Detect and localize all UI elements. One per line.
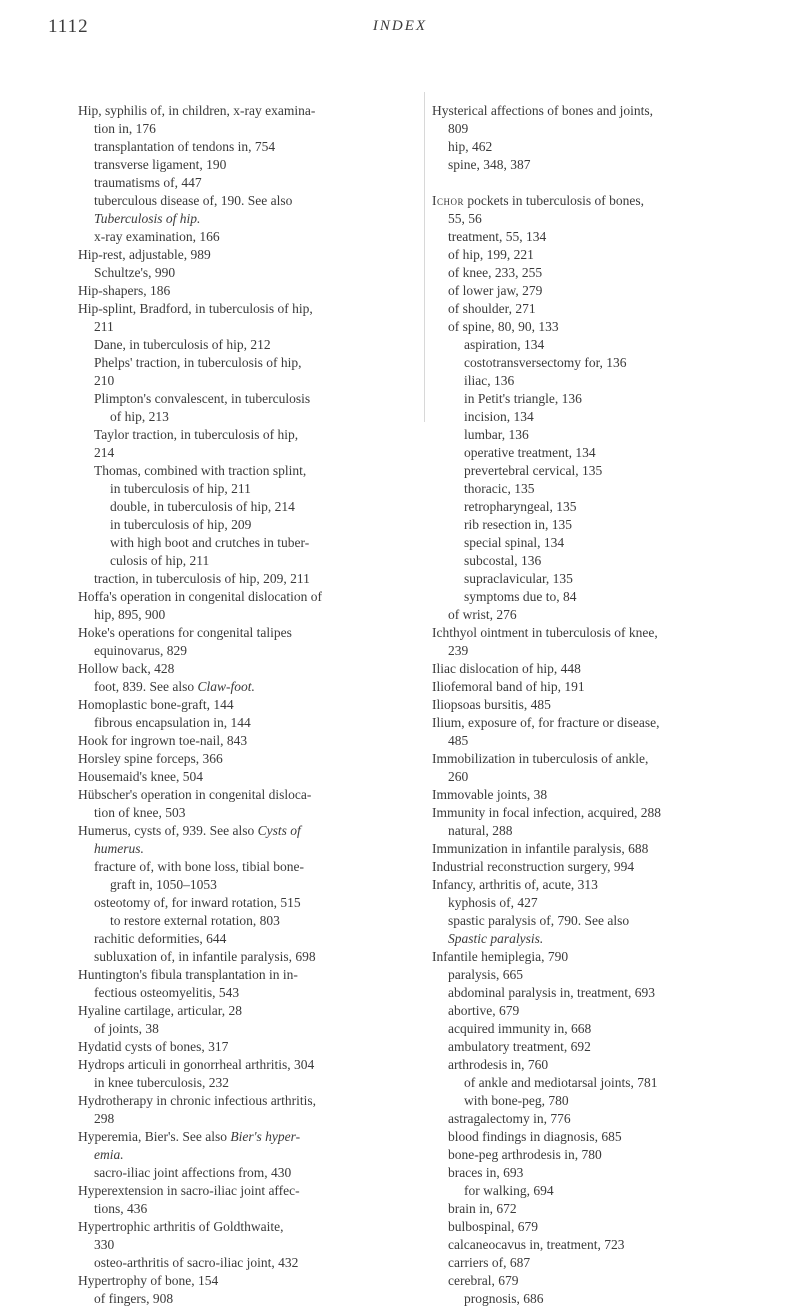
index-entry: Hyperemia, Bier's. See also Bier's hyper- [78, 1129, 301, 1144]
index-entry: of hip, 199, 221 [448, 247, 534, 262]
index-entry: spastic paralysis of, 790. See also [448, 913, 630, 928]
index-entry: brain in, 672 [448, 1201, 517, 1216]
index-entry: hip, 895, 900 [94, 607, 166, 622]
index-entry: prognosis, 686 [464, 1291, 544, 1306]
index-entry: subluxation of, in infantile paralysis, 698 [94, 949, 316, 964]
index-entry: fectious osteomyelitis, 543 [94, 985, 240, 1000]
index-entry: double, in tuberculosis of hip, 214 [110, 499, 295, 514]
index-entry: carriers of, 687 [448, 1255, 531, 1270]
index-entry: Ichthyol ointment in tuberculosis of knee, [432, 625, 658, 640]
index-entry: culosis of hip, 211 [110, 553, 210, 568]
index-entry: osteo-arthritis of sacro-iliac joint, 432 [94, 1255, 299, 1270]
index-entry: tions, 436 [94, 1201, 148, 1216]
index-entry: of lower jaw, 279 [448, 283, 543, 298]
index-entry: Immovable joints, 38 [432, 787, 548, 802]
index-entry: 55, 56 [448, 211, 482, 226]
index-entry: Hip-shapers, 186 [78, 283, 171, 298]
index-entry: graft in, 1050–1053 [110, 877, 217, 892]
index-entry: Hysterical affections of bones and joints, [432, 103, 653, 118]
index-entry: Immunity in focal infection, acquired, 288 [432, 805, 662, 820]
index-entry: tuberculous disease of, 190. See also [94, 193, 293, 208]
index-entry: of hip, 213 [110, 409, 169, 424]
index-entry: Hydrops articuli in gonorrheal arthritis, 304 [78, 1057, 315, 1072]
running-head: INDEX [372, 18, 428, 34]
index-entry: traction, in tuberculosis of hip, 209, 211 [94, 571, 310, 586]
index-entry: cerebral, 679 [448, 1273, 519, 1288]
index-entry: Humerus, cysts of, 939. See also Cysts of [78, 823, 301, 838]
index-entry: sacro-iliac joint affections from, 430 [94, 1165, 292, 1180]
index-entry: x-ray examination, 166 [94, 229, 220, 244]
index-entry: osteotomy of, for inward rotation, 515 [94, 895, 301, 910]
index-entry: symptoms due to, 84 [464, 589, 577, 604]
index-entry: braces in, 693 [448, 1165, 524, 1180]
index-entry: with bone-peg, 780 [464, 1093, 569, 1108]
index-entry: 260 [448, 769, 469, 784]
index-entry: Hip, syphilis of, in children, x-ray examina- [78, 103, 316, 118]
index-entry: to restore external rotation, 803 [110, 913, 280, 928]
index-entry: in Petit's triangle, 136 [464, 391, 582, 406]
index-entry: of wrist, 276 [448, 607, 517, 622]
index-entry: Tuberculosis of hip. [94, 211, 201, 226]
index-entry: Taylor traction, in tuberculosis of hip, [94, 427, 299, 442]
index-entry: Hoffa's operation in congenital dislocation of [78, 589, 322, 604]
index-entry: Hoke's operations for congenital talipes [78, 625, 292, 640]
index-entry: emia. [94, 1147, 124, 1162]
index-entry: prevertebral cervical, 135 [464, 463, 603, 478]
index-entry: Plimpton's convalescent, in tuberculosis [94, 391, 311, 406]
index-entry: 298 [94, 1111, 115, 1126]
index-entry: calcaneocavus in, treatment, 723 [448, 1237, 625, 1252]
index-entry: Schultze's, 990 [94, 265, 176, 280]
index-entry: rachitic deformities, 644 [94, 931, 227, 946]
index-entry: Hydrotherapy in chronic infectious arthritis, [78, 1093, 317, 1108]
index-entry: Dane, in tuberculosis of hip, 212 [94, 337, 271, 352]
index-entry: Phelps' traction, in tuberculosis of hip, [94, 355, 302, 370]
index-entry: Horsley spine forceps, 366 [78, 751, 223, 766]
index-entry: lumbar, 136 [464, 427, 529, 442]
index-entry: Hübscher's operation in congenital disloca- [78, 787, 312, 802]
index-entry: 809 [448, 121, 469, 136]
index-entry: acquired immunity in, 668 [448, 1021, 592, 1036]
index-entry: foot, 839. See also Claw-foot. [94, 679, 255, 694]
index-entry: tion of knee, 503 [94, 805, 186, 820]
index-entry: with high boot and crutches in tuber- [110, 535, 310, 550]
index-entry: Hypertrophic arthritis of Goldthwaite, [78, 1219, 284, 1234]
index-entry: 214 [94, 445, 115, 460]
index-entry: in tuberculosis of hip, 211 [110, 481, 251, 496]
index-entry: Hyaline cartilage, articular, 28 [78, 1003, 243, 1018]
index-entry: special spinal, 134 [464, 535, 565, 550]
index-entry: Thomas, combined with traction splint, [94, 463, 307, 478]
index-entry: bone-peg arthrodesis in, 780 [448, 1147, 602, 1162]
index-entry: incision, 134 [464, 409, 534, 424]
index-entry: 211 [94, 319, 114, 334]
index-entry: Hip-rest, adjustable, 989 [78, 247, 211, 262]
index-entry: 239 [448, 643, 469, 658]
index-entry: Housemaid's knee, 504 [78, 769, 204, 784]
index-entry: abdominal paralysis in, treatment, 693 [448, 985, 655, 1000]
index-entry: aspiration, 134 [464, 337, 545, 352]
index-entry: Hyperextension in sacro-iliac joint affec- [78, 1183, 300, 1198]
index-entry: Homoplastic bone-graft, 144 [78, 697, 234, 712]
index-entry: Infancy, arthritis of, acute, 313 [432, 877, 598, 892]
index-entry: equinovarus, 829 [94, 643, 187, 658]
index-entry: natural, 288 [448, 823, 513, 838]
index-entry: for walking, 694 [464, 1183, 554, 1198]
index-entry: subcostal, 136 [464, 553, 542, 568]
index-entry: Hollow back, 428 [78, 661, 175, 676]
index-entry: of shoulder, 271 [448, 301, 536, 316]
index-entry: costotransversectomy for, 136 [464, 355, 627, 370]
index-entry: Hydatid cysts of bones, 317 [78, 1039, 229, 1054]
index-entry: iliac, 136 [464, 373, 515, 388]
index-entry: of joints, 38 [94, 1021, 159, 1036]
index-entry: hip, 462 [448, 139, 493, 154]
index-entry: abortive, 679 [448, 1003, 520, 1018]
index-entry [432, 174, 762, 192]
index-entry: Industrial reconstruction surgery, 994 [432, 859, 635, 874]
index-entry: 485 [448, 733, 469, 748]
index-entry: in knee tuberculosis, 232 [94, 1075, 229, 1090]
index-entry: ambulatory treatment, 692 [448, 1039, 591, 1054]
index-entry: of knee, 233, 255 [448, 265, 543, 280]
index-entry: Immobilization in tuberculosis of ankle, [432, 751, 649, 766]
index-entry: traumatisms of, 447 [94, 175, 202, 190]
index-entry: operative treatment, 134 [464, 445, 596, 460]
index-entry: of ankle and mediotarsal joints, 781 [464, 1075, 658, 1090]
index-entry: treatment, 55, 134 [448, 229, 547, 244]
index-column-left [78, 102, 416, 1308]
index-entry: paralysis, 665 [448, 967, 523, 982]
index-entry: retropharyngeal, 135 [464, 499, 577, 514]
index-entry: 210 [94, 373, 115, 388]
index-entry: Iliopsoas bursitis, 485 [432, 697, 551, 712]
page-number: 1112 [48, 16, 89, 37]
index-entry: supraclavicular, 135 [464, 571, 573, 586]
index-entry: transverse ligament, 190 [94, 157, 227, 172]
index-entry: thoracic, 135 [464, 481, 535, 496]
index-column-right [432, 102, 762, 1308]
index-entry: fracture of, with bone loss, tibial bone- [94, 859, 304, 874]
index-entry: 330 [94, 1237, 115, 1252]
index-entry: bulbospinal, 679 [448, 1219, 538, 1234]
index-entry: Spastic paralysis. [448, 931, 544, 946]
index-entry: Ichor pockets in tuberculosis of bones, [432, 193, 644, 208]
index-entry: Ilium, exposure of, for fracture or disease, [432, 715, 660, 730]
index-entry: Infantile hemiplegia, 790 [432, 949, 569, 964]
index-entry: of fingers, 908 [94, 1291, 174, 1306]
index-entry: humerus. [94, 841, 144, 856]
index-entry: Iliac dislocation of hip, 448 [432, 661, 581, 676]
index-entry: in tuberculosis of hip, 209 [110, 517, 252, 532]
index-entry: Hypertrophy of bone, 154 [78, 1273, 219, 1288]
index-entry: blood findings in diagnosis, 685 [448, 1129, 622, 1144]
index-entry: arthrodesis in, 760 [448, 1057, 549, 1072]
index-entry: Huntington's fibula transplantation in in- [78, 967, 298, 982]
index-entry: Immunization in infantile paralysis, 688 [432, 841, 649, 856]
index-entry: of spine, 80, 90, 133 [448, 319, 559, 334]
index-entry: spine, 348, 387 [448, 157, 531, 172]
index-entry: astragalectomy in, 776 [448, 1111, 571, 1126]
index-entry: rib resection in, 135 [464, 517, 572, 532]
index-entry: Hook for ingrown toe-nail, 843 [78, 733, 248, 748]
index-entry: fibrous encapsulation in, 144 [94, 715, 251, 730]
index-entry: Iliofemoral band of hip, 191 [432, 679, 585, 694]
index-entry: transplantation of tendons in, 754 [94, 139, 276, 154]
index-entry: Hip-splint, Bradford, in tuberculosis of hip, [78, 301, 313, 316]
index-entry: kyphosis of, 427 [448, 895, 538, 910]
index-entry: tion in, 176 [94, 121, 156, 136]
column-divider [424, 92, 425, 422]
